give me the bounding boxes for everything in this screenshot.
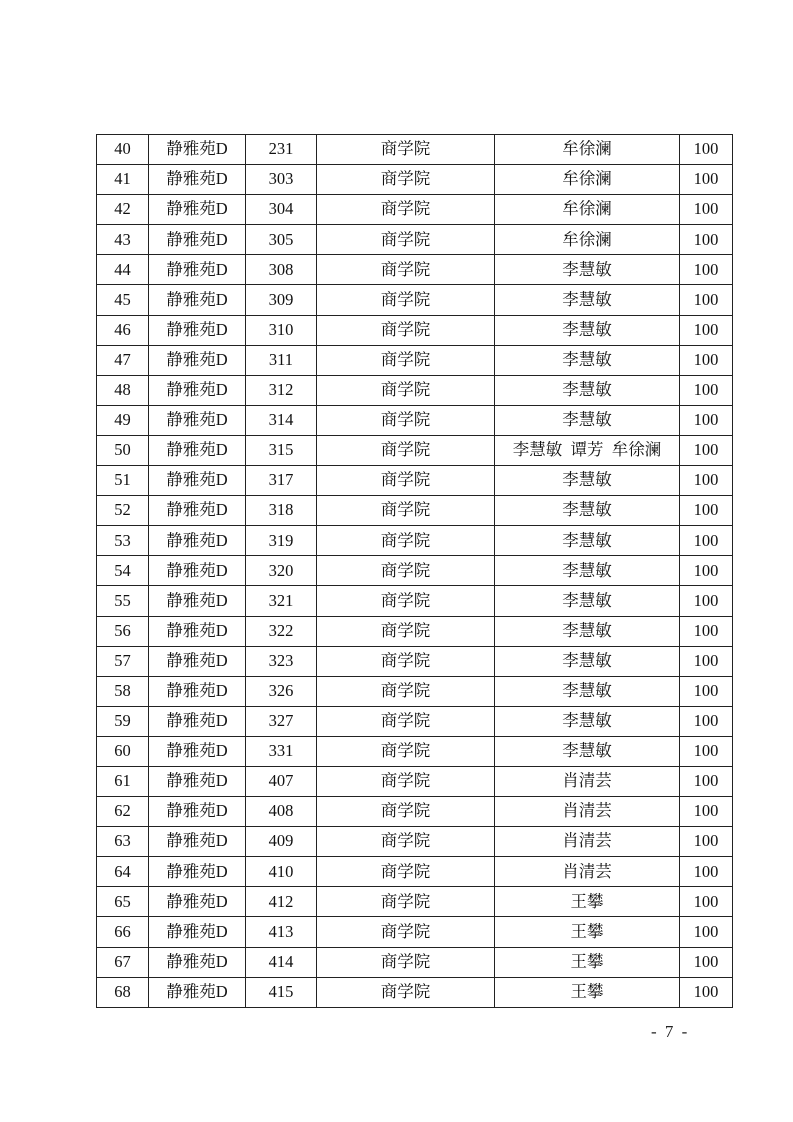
room-number-cell: 312 — [246, 375, 317, 405]
responsible-person-cell: 李慧敏 — [495, 736, 680, 766]
table-row — [97, 496, 733, 526]
page-number: - 7 - — [651, 1022, 690, 1041]
responsible-person-cell: 肖清芸 — [495, 766, 680, 796]
responsible-person-cell: 李慧敏 — [495, 676, 680, 706]
college-cell: 商学院 — [317, 165, 495, 195]
college-cell: 商学院 — [317, 435, 495, 465]
table-row — [97, 165, 733, 195]
college-cell: 商学院 — [317, 797, 495, 827]
building-cell: 静雅苑D — [149, 255, 246, 285]
score-cell: 100 — [680, 766, 733, 796]
responsible-person-cell: 王攀 — [495, 887, 680, 917]
row-number-cell: 47 — [97, 345, 149, 375]
responsible-person-cell: 李慧敏 — [495, 496, 680, 526]
row-number-cell: 41 — [97, 165, 149, 195]
table-row — [97, 887, 733, 917]
building-cell: 静雅苑D — [149, 917, 246, 947]
score-cell: 100 — [680, 556, 733, 586]
row-number-cell: 45 — [97, 285, 149, 315]
table-row — [97, 435, 733, 465]
college-cell: 商学院 — [317, 375, 495, 405]
score-cell: 100 — [680, 165, 733, 195]
score-cell: 100 — [680, 586, 733, 616]
row-number-cell: 65 — [97, 887, 149, 917]
score-cell: 100 — [680, 195, 733, 225]
table-row — [97, 646, 733, 676]
room-number-cell: 322 — [246, 616, 317, 646]
table-row — [97, 947, 733, 977]
college-cell: 商学院 — [317, 857, 495, 887]
table-row — [97, 586, 733, 616]
building-cell: 静雅苑D — [149, 797, 246, 827]
dormitory-score-table — [96, 134, 733, 1008]
responsible-person-cell: 李慧敏 — [495, 285, 680, 315]
score-cell: 100 — [680, 466, 733, 496]
score-cell: 100 — [680, 736, 733, 766]
row-number-cell: 59 — [97, 706, 149, 736]
table-row — [97, 616, 733, 646]
room-number-cell: 303 — [246, 165, 317, 195]
row-number-cell: 46 — [97, 315, 149, 345]
row-number-cell: 68 — [97, 977, 149, 1007]
building-cell: 静雅苑D — [149, 646, 246, 676]
building-cell: 静雅苑D — [149, 736, 246, 766]
college-cell: 商学院 — [317, 646, 495, 676]
score-cell: 100 — [680, 375, 733, 405]
row-number-cell: 42 — [97, 195, 149, 225]
room-number-cell: 319 — [246, 526, 317, 556]
score-cell: 100 — [680, 526, 733, 556]
responsible-person-cell: 王攀 — [495, 947, 680, 977]
room-number-cell: 413 — [246, 917, 317, 947]
row-number-cell: 62 — [97, 797, 149, 827]
responsible-person-cell: 牟徐澜 — [495, 135, 680, 165]
table-row — [97, 977, 733, 1007]
score-cell: 100 — [680, 255, 733, 285]
row-number-cell: 60 — [97, 736, 149, 766]
score-cell: 100 — [680, 797, 733, 827]
score-cell: 100 — [680, 827, 733, 857]
responsible-person-cell: 李慧敏 — [495, 345, 680, 375]
room-number-cell: 318 — [246, 496, 317, 526]
score-cell: 100 — [680, 315, 733, 345]
college-cell: 商学院 — [317, 947, 495, 977]
building-cell: 静雅苑D — [149, 676, 246, 706]
table-row — [97, 255, 733, 285]
room-number-cell: 414 — [246, 947, 317, 977]
table-row — [97, 827, 733, 857]
college-cell: 商学院 — [317, 496, 495, 526]
table-row — [97, 857, 733, 887]
building-cell: 静雅苑D — [149, 827, 246, 857]
college-cell: 商学院 — [317, 736, 495, 766]
building-cell: 静雅苑D — [149, 887, 246, 917]
score-cell: 100 — [680, 887, 733, 917]
row-number-cell: 53 — [97, 526, 149, 556]
room-number-cell: 321 — [246, 586, 317, 616]
responsible-person-cell: 李慧敏 — [495, 255, 680, 285]
room-number-cell: 315 — [246, 435, 317, 465]
score-cell: 100 — [680, 405, 733, 435]
responsible-person-cell: 牟徐澜 — [495, 195, 680, 225]
college-cell: 商学院 — [317, 586, 495, 616]
row-number-cell: 44 — [97, 255, 149, 285]
responsible-person-cell: 李慧敏 — [495, 315, 680, 345]
responsible-person-cell: 李慧敏 — [495, 646, 680, 676]
row-number-cell: 52 — [97, 496, 149, 526]
responsible-person-cell: 李慧敏 — [495, 375, 680, 405]
building-cell: 静雅苑D — [149, 165, 246, 195]
responsible-person-cell: 李慧敏 — [495, 556, 680, 586]
college-cell: 商学院 — [317, 405, 495, 435]
score-cell: 100 — [680, 345, 733, 375]
score-cell: 100 — [680, 646, 733, 676]
building-cell: 静雅苑D — [149, 435, 246, 465]
building-cell: 静雅苑D — [149, 285, 246, 315]
college-cell: 商学院 — [317, 135, 495, 165]
row-number-cell: 66 — [97, 917, 149, 947]
score-cell: 100 — [680, 225, 733, 255]
college-cell: 商学院 — [317, 766, 495, 796]
room-number-cell: 409 — [246, 827, 317, 857]
room-number-cell: 327 — [246, 706, 317, 736]
responsible-person-cell: 王攀 — [495, 977, 680, 1007]
score-cell: 100 — [680, 616, 733, 646]
room-number-cell: 311 — [246, 345, 317, 375]
building-cell: 静雅苑D — [149, 225, 246, 255]
room-number-cell: 410 — [246, 857, 317, 887]
building-cell: 静雅苑D — [149, 375, 246, 405]
row-number-cell: 58 — [97, 676, 149, 706]
row-number-cell: 54 — [97, 556, 149, 586]
table-row — [97, 736, 733, 766]
row-number-cell: 63 — [97, 827, 149, 857]
row-number-cell: 61 — [97, 766, 149, 796]
building-cell: 静雅苑D — [149, 466, 246, 496]
college-cell: 商学院 — [317, 345, 495, 375]
row-number-cell: 48 — [97, 375, 149, 405]
table-row — [97, 466, 733, 496]
room-number-cell: 415 — [246, 977, 317, 1007]
row-number-cell: 49 — [97, 405, 149, 435]
college-cell: 商学院 — [317, 887, 495, 917]
college-cell: 商学院 — [317, 616, 495, 646]
table-row — [97, 195, 733, 225]
building-cell: 静雅苑D — [149, 405, 246, 435]
college-cell: 商学院 — [317, 195, 495, 225]
score-cell: 100 — [680, 917, 733, 947]
responsible-person-cell: 牟徐澜 — [495, 225, 680, 255]
row-number-cell: 40 — [97, 135, 149, 165]
row-number-cell: 67 — [97, 947, 149, 977]
room-number-cell: 304 — [246, 195, 317, 225]
responsible-person-cell: 肖清芸 — [495, 827, 680, 857]
room-number-cell: 231 — [246, 135, 317, 165]
building-cell: 静雅苑D — [149, 195, 246, 225]
room-number-cell: 308 — [246, 255, 317, 285]
college-cell: 商学院 — [317, 315, 495, 345]
table-row — [97, 526, 733, 556]
responsible-person-cell: 王攀 — [495, 917, 680, 947]
table-row — [97, 135, 733, 165]
table-row — [97, 766, 733, 796]
responsible-person-cell: 肖清芸 — [495, 857, 680, 887]
college-cell: 商学院 — [317, 225, 495, 255]
score-cell: 100 — [680, 977, 733, 1007]
table-row — [97, 375, 733, 405]
responsible-person-cell: 李慧敏 — [495, 616, 680, 646]
building-cell: 静雅苑D — [149, 586, 246, 616]
building-cell: 静雅苑D — [149, 556, 246, 586]
responsible-person-cell: 李慧敏 — [495, 586, 680, 616]
room-number-cell: 408 — [246, 797, 317, 827]
room-number-cell: 305 — [246, 225, 317, 255]
college-cell: 商学院 — [317, 676, 495, 706]
row-number-cell: 57 — [97, 646, 149, 676]
row-number-cell: 51 — [97, 466, 149, 496]
college-cell: 商学院 — [317, 255, 495, 285]
room-number-cell: 323 — [246, 646, 317, 676]
responsible-person-cell: 李慧敏 — [495, 405, 680, 435]
building-cell: 静雅苑D — [149, 947, 246, 977]
college-cell: 商学院 — [317, 285, 495, 315]
building-cell: 静雅苑D — [149, 706, 246, 736]
room-number-cell: 320 — [246, 556, 317, 586]
score-cell: 100 — [680, 435, 733, 465]
college-cell: 商学院 — [317, 526, 495, 556]
row-number-cell: 50 — [97, 435, 149, 465]
table-row — [97, 345, 733, 375]
room-number-cell: 412 — [246, 887, 317, 917]
building-cell: 静雅苑D — [149, 315, 246, 345]
building-cell: 静雅苑D — [149, 345, 246, 375]
college-cell: 商学院 — [317, 466, 495, 496]
building-cell: 静雅苑D — [149, 766, 246, 796]
building-cell: 静雅苑D — [149, 135, 246, 165]
room-number-cell: 314 — [246, 405, 317, 435]
college-cell: 商学院 — [317, 556, 495, 586]
building-cell: 静雅苑D — [149, 857, 246, 887]
table-row — [97, 706, 733, 736]
score-cell: 100 — [680, 857, 733, 887]
row-number-cell: 55 — [97, 586, 149, 616]
responsible-person-cell: 牟徐澜 — [495, 165, 680, 195]
responsible-person-cell: 肖清芸 — [495, 797, 680, 827]
room-number-cell: 407 — [246, 766, 317, 796]
row-number-cell: 43 — [97, 225, 149, 255]
score-cell: 100 — [680, 706, 733, 736]
room-number-cell: 331 — [246, 736, 317, 766]
score-cell: 100 — [680, 285, 733, 315]
table-row — [97, 676, 733, 706]
room-number-cell: 309 — [246, 285, 317, 315]
row-number-cell: 64 — [97, 857, 149, 887]
room-number-cell: 317 — [246, 466, 317, 496]
score-cell: 100 — [680, 676, 733, 706]
table-row — [97, 917, 733, 947]
room-number-cell: 310 — [246, 315, 317, 345]
table-row — [97, 315, 733, 345]
row-number-cell: 56 — [97, 616, 149, 646]
responsible-person-cell: 李慧敏 — [495, 466, 680, 496]
building-cell: 静雅苑D — [149, 496, 246, 526]
building-cell: 静雅苑D — [149, 526, 246, 556]
building-cell: 静雅苑D — [149, 977, 246, 1007]
table-row — [97, 225, 733, 255]
table-row — [97, 285, 733, 315]
score-cell: 100 — [680, 496, 733, 526]
college-cell: 商学院 — [317, 827, 495, 857]
college-cell: 商学院 — [317, 706, 495, 736]
college-cell: 商学院 — [317, 977, 495, 1007]
building-cell: 静雅苑D — [149, 616, 246, 646]
responsible-person-cell: 李慧敏 谭芳 牟徐澜 — [495, 435, 680, 465]
score-cell: 100 — [680, 947, 733, 977]
table-row — [97, 797, 733, 827]
college-cell: 商学院 — [317, 917, 495, 947]
responsible-person-cell: 李慧敏 — [495, 706, 680, 736]
score-cell: 100 — [680, 135, 733, 165]
room-number-cell: 326 — [246, 676, 317, 706]
responsible-person-cell: 李慧敏 — [495, 526, 680, 556]
table-body — [97, 135, 733, 1008]
table-row — [97, 556, 733, 586]
table-row — [97, 405, 733, 435]
